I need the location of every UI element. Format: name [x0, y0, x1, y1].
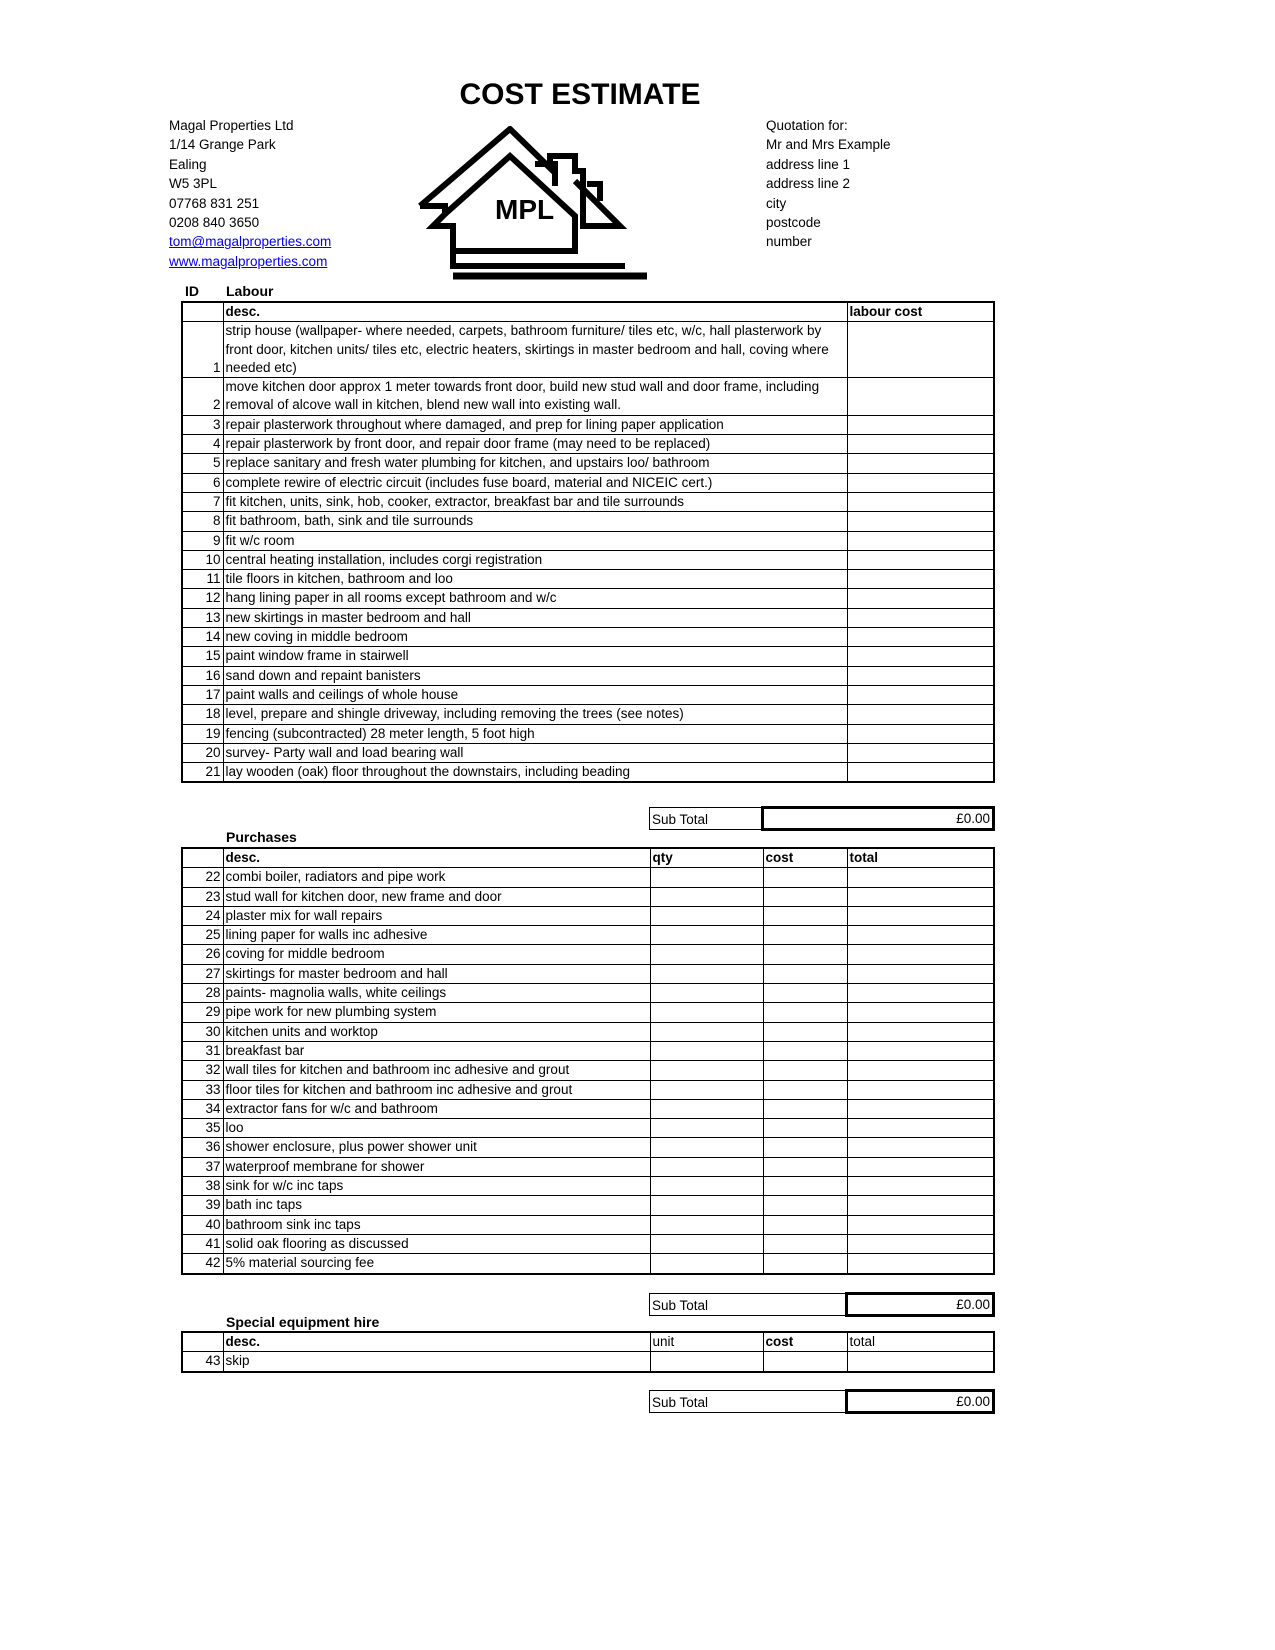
table-row: [182, 435, 994, 454]
labour-cost-cell[interactable]: [847, 763, 994, 783]
table-row: [182, 1177, 994, 1196]
qty-cell[interactable]: [650, 964, 763, 983]
labour-cost-cell[interactable]: [847, 570, 994, 589]
total-cell[interactable]: [847, 1003, 994, 1022]
row-desc: wall tiles for kitchen and bathroom inc adhesive and grout: [223, 1061, 650, 1080]
labour-cost-cell[interactable]: [847, 531, 994, 550]
row-id: 34: [182, 1099, 223, 1118]
qty-header: qty: [650, 848, 763, 868]
row-id: 3: [182, 415, 223, 434]
row-id: 37: [182, 1157, 223, 1176]
qty-cell[interactable]: [650, 1099, 763, 1118]
row-desc: bathroom sink inc taps: [223, 1215, 650, 1234]
table-header-row: [182, 302, 994, 322]
table-header-row: [182, 1332, 994, 1352]
total-cell[interactable]: [847, 926, 994, 945]
table-row: [182, 322, 994, 378]
total-cell[interactable]: [847, 1138, 994, 1157]
labour-cost-cell[interactable]: [847, 492, 994, 511]
row-id: 38: [182, 1177, 223, 1196]
total-cell[interactable]: [847, 1061, 994, 1080]
total-cell[interactable]: [847, 1041, 994, 1060]
row-id: 4: [182, 435, 223, 454]
company-address: [169, 116, 331, 271]
labour-cost-cell[interactable]: [847, 743, 994, 762]
purchases-subtotal: [649, 1292, 995, 1317]
labour-cost-cell[interactable]: [847, 454, 994, 473]
website-link[interactable]: www.magalproperties.com: [169, 253, 328, 269]
client-line: number: [766, 234, 812, 250]
purchases-table: [181, 847, 995, 1275]
unit-cell[interactable]: [650, 1352, 763, 1372]
labour-cost-cell[interactable]: [847, 628, 994, 647]
table-row: [182, 1234, 994, 1253]
desc-header: desc.: [223, 1332, 650, 1352]
row-id: 9: [182, 531, 223, 550]
row-id: 39: [182, 1196, 223, 1215]
subtotal-value: £0.00: [763, 808, 994, 830]
table-row: [182, 724, 994, 743]
table-row: [182, 531, 994, 550]
total-cell[interactable]: [847, 887, 994, 906]
row-id: 21: [182, 763, 223, 783]
cost-cell[interactable]: [763, 984, 847, 1003]
table-row: [182, 550, 994, 569]
total-cell[interactable]: [847, 1177, 994, 1196]
row-desc: level, prepare and shingle driveway, including removing the trees (see notes): [223, 705, 847, 724]
cost-cell[interactable]: [763, 1099, 847, 1118]
table-row: [182, 1215, 994, 1234]
table-row: [182, 964, 994, 983]
table-row: [182, 685, 994, 704]
row-id: 32: [182, 1061, 223, 1080]
row-desc: loo: [223, 1119, 650, 1138]
row-desc: central heating installation, includes corgi registration: [223, 550, 847, 569]
table-row: [182, 887, 994, 906]
table-row: [182, 454, 994, 473]
table-row: [182, 763, 994, 783]
row-desc: coving for middle bedroom: [223, 945, 650, 964]
qty-cell[interactable]: [650, 1177, 763, 1196]
cost-cell[interactable]: [763, 1177, 847, 1196]
subtotal-value: £0.00: [847, 1391, 994, 1413]
table-row: [182, 945, 994, 964]
table-row: [182, 1099, 994, 1118]
row-id: 28: [182, 984, 223, 1003]
table-row: [182, 1157, 994, 1176]
labour-cost-cell[interactable]: [847, 666, 994, 685]
table-row: [182, 415, 994, 434]
row-desc: complete rewire of electric circuit (includes fuse board, material and NICEIC cert.): [223, 473, 847, 492]
client-line: postcode: [766, 215, 821, 231]
company-line: 1/14 Grange Park: [169, 137, 276, 153]
qty-cell[interactable]: [650, 1254, 763, 1274]
row-id: 25: [182, 926, 223, 945]
row-desc: fencing (subcontracted) 28 meter length, 5 foot high: [223, 724, 847, 743]
row-id: 16: [182, 666, 223, 685]
cost-cell[interactable]: [763, 1157, 847, 1176]
row-desc: plaster mix for wall repairs: [223, 906, 650, 925]
row-id: 8: [182, 512, 223, 531]
cost-cell[interactable]: [763, 906, 847, 925]
qty-cell[interactable]: [650, 1234, 763, 1253]
qty-cell[interactable]: [650, 1157, 763, 1176]
equipment-subtotal: [649, 1389, 995, 1414]
row-id: 15: [182, 647, 223, 666]
table-row: [182, 868, 994, 887]
labour-cost-cell[interactable]: [847, 589, 994, 608]
qty-cell[interactable]: [650, 1080, 763, 1099]
row-id: 42: [182, 1254, 223, 1274]
row-id: 43: [182, 1352, 223, 1372]
table-row: [182, 1119, 994, 1138]
client-line: address line 1: [766, 156, 851, 172]
total-cell[interactable]: [847, 868, 994, 887]
row-desc: solid oak flooring as discussed: [223, 1234, 650, 1253]
cost-cell[interactable]: [763, 1022, 847, 1041]
table-row: [182, 1003, 994, 1022]
row-id: 31: [182, 1041, 223, 1060]
table-row: [182, 570, 994, 589]
labour-cost-cell[interactable]: [847, 322, 994, 378]
table-row: [182, 666, 994, 685]
table-row: [182, 984, 994, 1003]
company-line: Magal Properties Ltd: [169, 118, 294, 133]
labour-subtotal: [649, 806, 995, 831]
row-desc: 5% material sourcing fee: [223, 1254, 650, 1274]
total-cell[interactable]: [847, 964, 994, 983]
row-id: 23: [182, 887, 223, 906]
table-row: [182, 743, 994, 762]
labour-cost-cell[interactable]: [847, 473, 994, 492]
qty-cell[interactable]: [650, 1003, 763, 1022]
table-row: [182, 1138, 994, 1157]
cost-cell[interactable]: [763, 1352, 847, 1372]
row-id: 35: [182, 1119, 223, 1138]
row-desc: fit w/c room: [223, 531, 847, 550]
row-desc: skip: [223, 1352, 650, 1372]
table-row: [182, 926, 994, 945]
row-desc: move kitchen door approx 1 meter towards front door, build new stud wall and door frame, including removal of alcove wall in kitchen, blend new wall into existing wall.: [223, 378, 847, 416]
row-id: 6: [182, 473, 223, 492]
table-row: [182, 378, 994, 416]
row-desc: stud wall for kitchen door, new frame and door: [223, 887, 650, 906]
row-id: 29: [182, 1003, 223, 1022]
cost-cell[interactable]: [763, 1061, 847, 1080]
row-id: 7: [182, 492, 223, 511]
cost-cell[interactable]: [763, 945, 847, 964]
company-line: 07768 831 251: [169, 195, 260, 211]
subtotal-label: Sub Total: [650, 808, 763, 830]
row-id: 41: [182, 1234, 223, 1253]
labour-table: [181, 301, 995, 783]
row-desc: paint window frame in stairwell: [223, 647, 847, 666]
client-line: Quotation for:: [766, 118, 848, 133]
row-id: 20: [182, 743, 223, 762]
row-id: 13: [182, 608, 223, 627]
row-desc: floor tiles for kitchen and bathroom inc adhesive and grout: [223, 1080, 650, 1099]
table-header-row: [182, 848, 994, 868]
row-desc: fit bathroom, bath, sink and tile surrounds: [223, 512, 847, 531]
company-line: Ealing: [169, 156, 207, 172]
row-id: 27: [182, 964, 223, 983]
row-desc: kitchen units and worktop: [223, 1022, 650, 1041]
row-desc: new coving in middle bedroom: [223, 628, 847, 647]
row-desc: strip house (wallpaper- where needed, carpets, bathroom furniture/ tiles etc, w/c, hall plasterwork by front door, kitchen units/ tiles etc, electric heaters, skirtings in master bedroom and hall, coving where needed etc): [223, 322, 847, 378]
total-cell[interactable]: [847, 1234, 994, 1253]
total-header: total: [847, 848, 994, 868]
row-id: 24: [182, 906, 223, 925]
unit-header: unit: [650, 1332, 763, 1352]
qty-cell[interactable]: [650, 926, 763, 945]
labour-cost-cell[interactable]: [847, 685, 994, 704]
row-desc: paints- magnolia walls, white ceilings: [223, 984, 650, 1003]
table-row: [182, 492, 994, 511]
company-line: 0208 840 3650: [169, 215, 260, 231]
subtotal-label: Sub Total: [650, 1294, 847, 1316]
row-id: 33: [182, 1080, 223, 1099]
qty-cell[interactable]: [650, 1196, 763, 1215]
row-id: 26: [182, 945, 223, 964]
labour-cost-cell[interactable]: [847, 705, 994, 724]
labour-cost-header: labour cost: [847, 302, 994, 322]
total-header: total: [847, 1332, 994, 1352]
total-cell[interactable]: [847, 1080, 994, 1099]
labour-cost-cell[interactable]: [847, 415, 994, 434]
page-title: COST ESTIMATE: [459, 78, 701, 111]
cost-cell[interactable]: [763, 1003, 847, 1022]
row-id: 5: [182, 454, 223, 473]
row-id: 14: [182, 628, 223, 647]
mpl-house-logo: [415, 126, 650, 281]
subtotal-value: £0.00: [847, 1294, 994, 1316]
table-row: [182, 608, 994, 627]
logo-text: MPL: [495, 194, 555, 225]
qty-cell[interactable]: [650, 1215, 763, 1234]
cost-cell[interactable]: [763, 1080, 847, 1099]
id-column-label: ID: [185, 283, 199, 299]
table-row: [182, 473, 994, 492]
qty-cell[interactable]: [650, 1041, 763, 1060]
row-desc: extractor fans for w/c and bathroom: [223, 1099, 650, 1118]
row-desc: sink for w/c inc taps: [223, 1177, 650, 1196]
cost-cell[interactable]: [763, 1234, 847, 1253]
table-row: [182, 906, 994, 925]
client-line: Mr and Mrs Example: [766, 137, 891, 153]
qty-cell[interactable]: [650, 868, 763, 887]
total-cell[interactable]: [847, 1022, 994, 1041]
total-cell[interactable]: [847, 1215, 994, 1234]
qty-cell[interactable]: [650, 984, 763, 1003]
table-row: [182, 647, 994, 666]
row-desc: survey- Party wall and load bearing wall: [223, 743, 847, 762]
table-row: [182, 589, 994, 608]
labour-cost-cell[interactable]: [847, 724, 994, 743]
labour-cost-cell[interactable]: [847, 512, 994, 531]
row-desc: shower enclosure, plus power shower unit: [223, 1138, 650, 1157]
company-line: W5 3PL: [169, 176, 218, 192]
row-desc: hang lining paper in all rooms except bathroom and w/c: [223, 589, 847, 608]
table-row: [182, 1080, 994, 1099]
table-row: [182, 1022, 994, 1041]
purchases-section-label: Purchases: [226, 829, 297, 845]
equipment-section-label: Special equipment hire: [226, 1314, 380, 1330]
row-id: 36: [182, 1138, 223, 1157]
qty-cell[interactable]: [650, 1061, 763, 1080]
total-cell[interactable]: [847, 984, 994, 1003]
cost-cell[interactable]: [763, 1215, 847, 1234]
table-row: [182, 1352, 994, 1372]
row-desc: combi boiler, radiators and pipe work: [223, 868, 650, 887]
total-cell[interactable]: [847, 1254, 994, 1274]
row-desc: tile floors in kitchen, bathroom and loo: [223, 570, 847, 589]
row-desc: lay wooden (oak) floor throughout the downstairs, including beading: [223, 763, 847, 783]
row-desc: bath inc taps: [223, 1196, 650, 1215]
table-row: [182, 512, 994, 531]
subtotal-label: Sub Total: [650, 1391, 847, 1413]
row-id: 17: [182, 685, 223, 704]
row-desc: sand down and repaint banisters: [223, 666, 847, 685]
qty-cell[interactable]: [650, 945, 763, 964]
table-row: [182, 705, 994, 724]
labour-section-label: Labour: [226, 283, 274, 299]
row-desc: fit kitchen, units, sink, hob, cooker, extractor, breakfast bar and tile surrounds: [223, 492, 847, 511]
row-id: 12: [182, 589, 223, 608]
desc-header: desc.: [223, 848, 650, 868]
row-desc: pipe work for new plumbing system: [223, 1003, 650, 1022]
row-desc: new skirtings in master bedroom and hall: [223, 608, 847, 627]
row-id: 19: [182, 724, 223, 743]
table-row: [182, 628, 994, 647]
total-cell[interactable]: [847, 906, 994, 925]
cost-cell[interactable]: [763, 1196, 847, 1215]
row-desc: skirtings for master bedroom and hall: [223, 964, 650, 983]
row-id: 11: [182, 570, 223, 589]
table-row: [182, 1254, 994, 1274]
row-id: 10: [182, 550, 223, 569]
row-desc: repair plasterwork throughout where damaged, and prep for lining paper application: [223, 415, 847, 434]
total-cell[interactable]: [847, 1119, 994, 1138]
labour-cost-cell[interactable]: [847, 608, 994, 627]
desc-header: desc.: [223, 302, 847, 322]
row-id: 22: [182, 868, 223, 887]
labour-cost-cell[interactable]: [847, 435, 994, 454]
qty-cell[interactable]: [650, 906, 763, 925]
table-row: [182, 1041, 994, 1060]
email-link[interactable]: tom@magalproperties.com: [169, 234, 332, 250]
cost-cell[interactable]: [763, 868, 847, 887]
labour-cost-cell[interactable]: [847, 647, 994, 666]
qty-cell[interactable]: [650, 1119, 763, 1138]
equipment-table: [181, 1331, 995, 1373]
total-cell[interactable]: [847, 1352, 994, 1372]
cost-header: cost: [763, 1332, 847, 1352]
qty-cell[interactable]: [650, 1138, 763, 1157]
cost-cell[interactable]: [763, 887, 847, 906]
cost-cell[interactable]: [763, 1041, 847, 1060]
row-desc: repair plasterwork by front door, and repair door frame (may need to be replaced): [223, 435, 847, 454]
cost-cell[interactable]: [763, 1138, 847, 1157]
table-row: [182, 1196, 994, 1215]
labour-cost-cell[interactable]: [847, 550, 994, 569]
row-desc: breakfast bar: [223, 1041, 650, 1060]
total-cell[interactable]: [847, 1157, 994, 1176]
row-desc: lining paper for walls inc adhesive: [223, 926, 650, 945]
cost-cell[interactable]: [763, 926, 847, 945]
row-desc: paint walls and ceilings of whole house: [223, 685, 847, 704]
client-address: [766, 116, 891, 252]
table-row: [182, 1061, 994, 1080]
row-id: 1: [182, 322, 223, 378]
row-id: 18: [182, 705, 223, 724]
client-line: city: [766, 195, 787, 211]
cost-cell[interactable]: [763, 964, 847, 983]
cost-header: cost: [763, 848, 847, 868]
total-cell[interactable]: [847, 945, 994, 964]
total-cell[interactable]: [847, 1099, 994, 1118]
row-id: 2: [182, 378, 223, 416]
total-cell[interactable]: [847, 1196, 994, 1215]
cost-cell[interactable]: [763, 1254, 847, 1274]
row-desc: waterproof membrane for shower: [223, 1157, 650, 1176]
cost-cell[interactable]: [763, 1119, 847, 1138]
row-id: 30: [182, 1022, 223, 1041]
row-desc: replace sanitary and fresh water plumbing for kitchen, and upstairs loo/ bathroom: [223, 454, 847, 473]
qty-cell[interactable]: [650, 1022, 763, 1041]
qty-cell[interactable]: [650, 887, 763, 906]
client-line: address line 2: [766, 176, 851, 192]
labour-cost-cell[interactable]: [847, 378, 994, 416]
row-id: 40: [182, 1215, 223, 1234]
